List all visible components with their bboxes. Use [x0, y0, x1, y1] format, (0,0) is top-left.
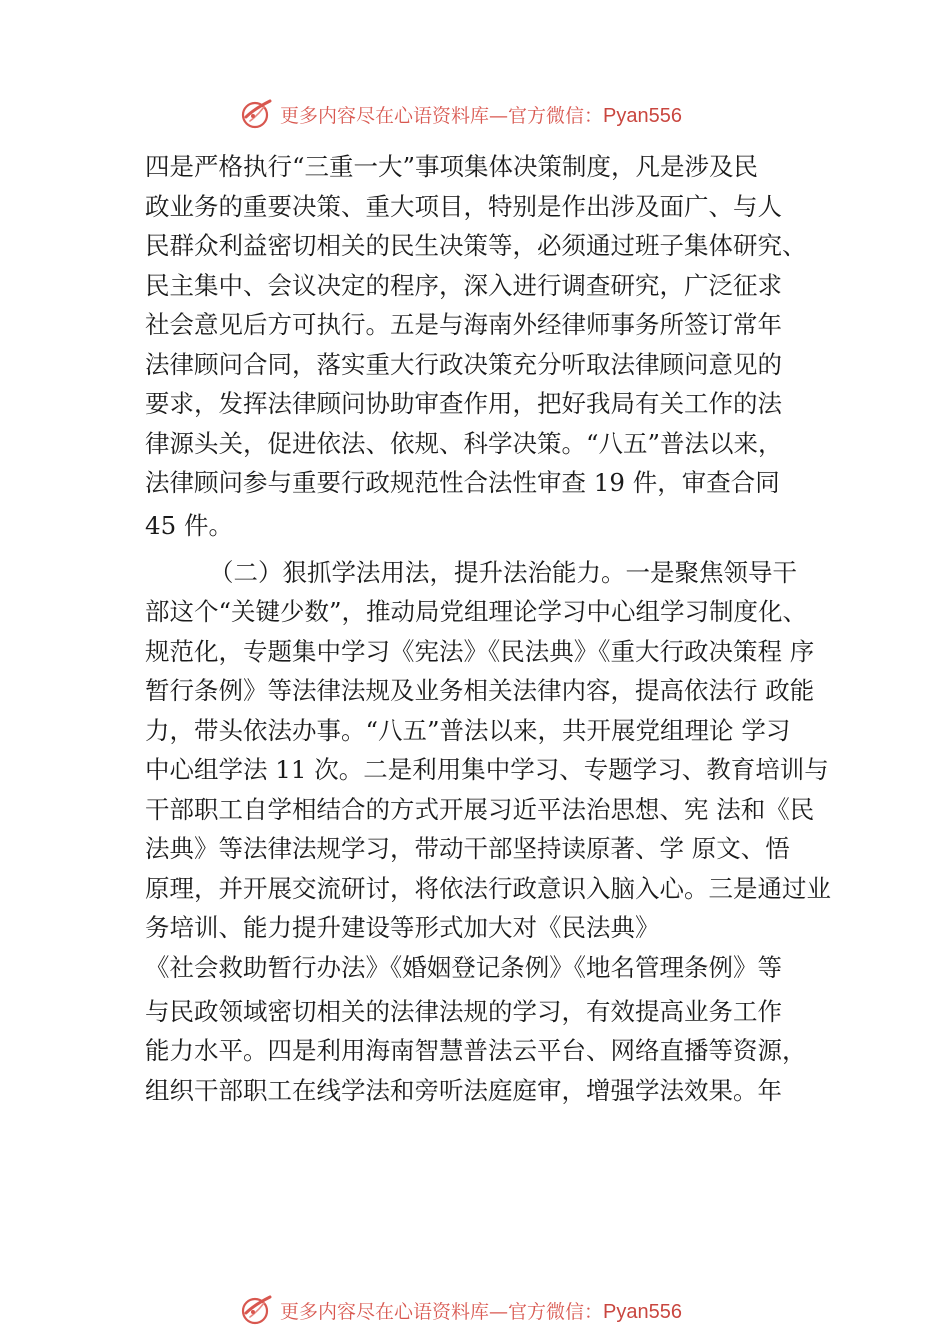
body-line: 与民政领域密切相关的法律法规的学习，有效提高业务工作 — [145, 997, 782, 1026]
brush-logo-icon — [240, 1293, 274, 1327]
body-line: 四是严格执行“三重一大”事项集体决策制度，凡是涉及民 — [145, 152, 759, 181]
body-line: 法典》等法律法规学习，带动干部坚持读原著、学 原文、悟 — [145, 834, 790, 863]
watermark-id: Pyan556 — [603, 1300, 682, 1323]
watermark-text: 更多内容尽在心语资料库—官方微信：Pyan556 — [280, 1300, 682, 1323]
body-line: 中心组学法 11 次。二是利用集中学习、专题学习、教育培训与 — [145, 755, 829, 784]
body-line: 社会意见后方可执行。五是与海南外经律师事务所签订常年 — [145, 310, 782, 339]
body-line: 民群众利益密切相关的民生决策等，必须通过班子集体研究、 — [145, 231, 807, 260]
body-line: 规范化，专题集中学习《宪法》《民法典》《重大行政决策程 序 — [145, 637, 815, 666]
body-line: 务培训、能力提升建设等形式加大对《民法典》 — [145, 913, 660, 942]
section-heading-line: （二）狠抓学法用法，提升法治能力。一是聚焦领导干 — [209, 558, 797, 587]
body-line: 民主集中、会议决定的程序，深入进行调查研究，广泛征求 — [145, 271, 782, 300]
watermark-text: 更多内容尽在心语资料库—官方微信：Pyan556 — [280, 104, 682, 127]
body-line: 暂行条例》等法律法规及业务相关法律内容，提高依法行 政能 — [145, 676, 815, 705]
body-line: 法律顾问参与重要行政规范性合法性审查 19 件，审查合同 — [145, 468, 780, 497]
body-line: 要求，发挥法律顾问协助审查作用，把好我局有关工作的法 — [145, 389, 782, 418]
body-line: 能力水平。四是利用海南智慧普法云平台、网络直播等资源， — [145, 1036, 807, 1065]
body-line: 律源头关，促进依法、依规、科学决策。“八五”普法以来， — [145, 429, 783, 458]
body-line: 《社会救助暂行办法》《婚姻登记条例》《地名管理条例》等 — [145, 953, 782, 982]
body-line: 部这个“关键少数”，推动局党组理论学习中心组学习制度化、 — [145, 597, 808, 626]
body-line: 45 件。 — [145, 511, 233, 540]
body-line: 原理，并开展交流研讨，将依法行政意识入脑入心。三是通过业 — [145, 874, 831, 903]
body-line: 政业务的重要决策、重大项目，特别是作出涉及面广、与人 — [145, 192, 782, 221]
watermark-id: Pyan556 — [603, 104, 682, 127]
brush-logo-icon — [240, 97, 274, 131]
body-line: 力，带头依法办事。“八五”普法以来，共开展党组理论 学习 — [145, 716, 791, 745]
body-line: 法律顾问合同，落实重大行政决策充分听取法律顾问意见的 — [145, 350, 782, 379]
body-line: 组织干部职工在线学法和旁听法庭庭审，增强学法效果。年 — [145, 1076, 782, 1105]
header-watermark — [240, 94, 760, 134]
body-line: 干部职工自学相结合的方式开展习近平法治思想、宪 法和《民 — [145, 795, 815, 824]
footer-watermark — [240, 1290, 760, 1330]
